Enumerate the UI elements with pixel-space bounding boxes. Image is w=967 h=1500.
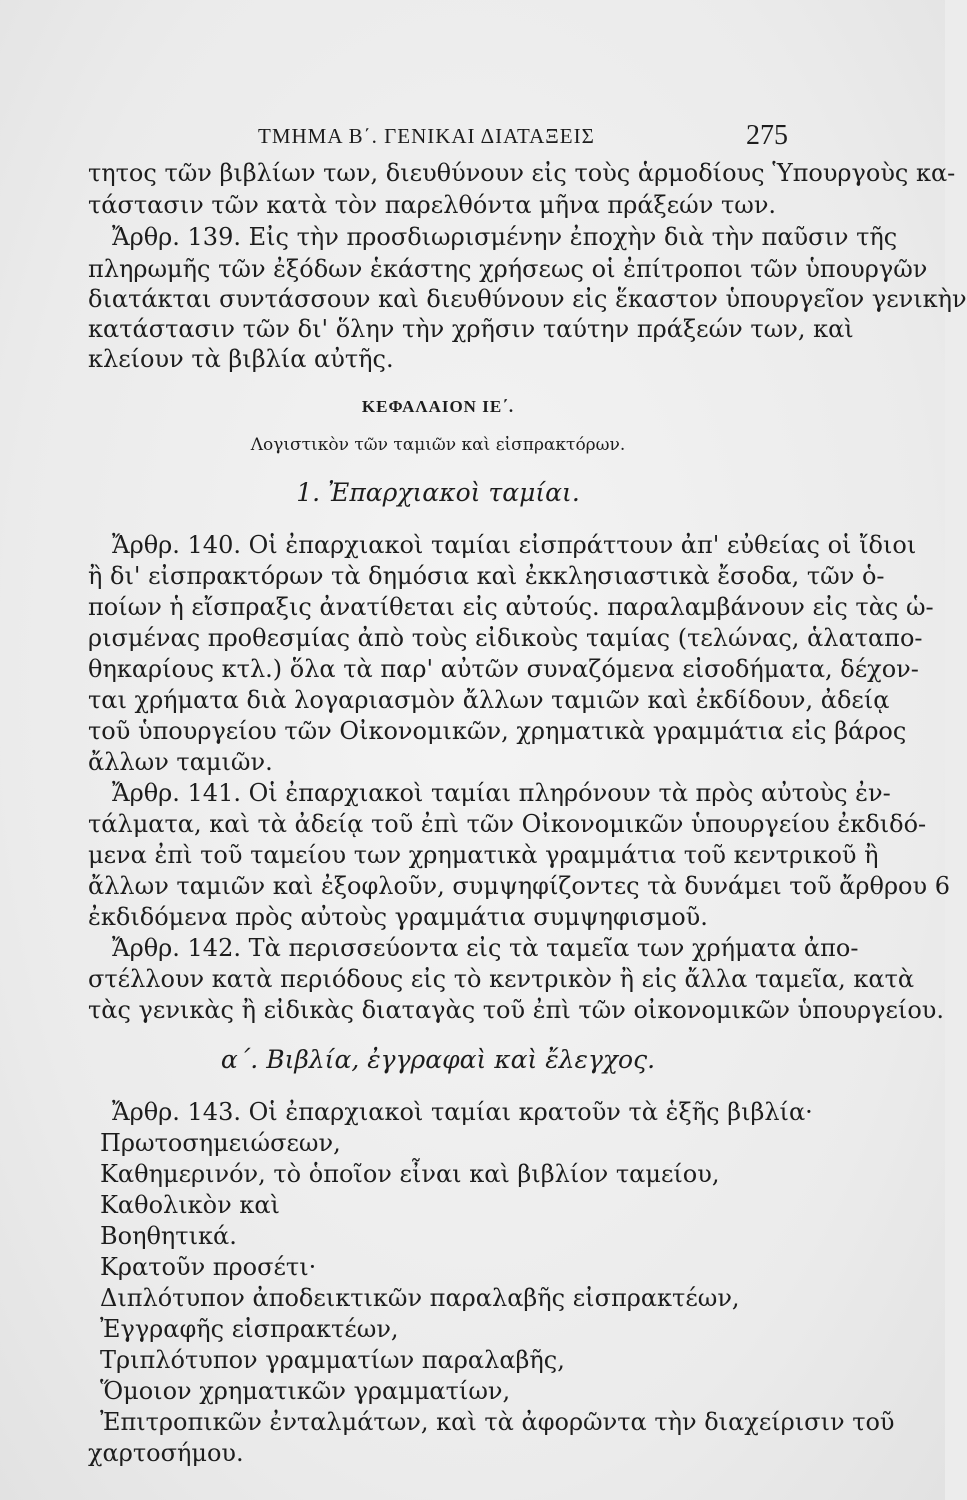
chapter-subtitle: Λογιστικὸν τῶν ταμιῶν καὶ εἰσπρακτόρων. — [250, 435, 626, 455]
text-line: τητος τῶν βιβλίων των, διευθύνουν εἰς τοὺς ἁρμοδίους Ὑπουργοὺς κα- — [88, 159, 956, 187]
article-139-line: Ἄρθρ. 139. Εἰς τὴν προσδιωρισμένην ἐποχὴν διὰ τὴν παῦσιν τῆς — [112, 223, 898, 251]
book-list-item: Ἐπιτροπικῶν ἐνταλμάτων, καὶ τὰ ἀφορῶντα τὴν διαχείρισιν τοῦ — [100, 1408, 895, 1436]
article-140-line: τοῦ ὑπουργείου τῶν Οἰκονομικῶν, χρηματικὰ γραμμάτια εἰς βάρος — [88, 717, 907, 745]
page-header — [258, 120, 788, 156]
chapter-title: ΚΕΦΑΛΑΙΟΝ ΙΕ΄. — [361, 397, 515, 416]
page-number: 275 — [746, 120, 788, 151]
book-list-item: Βοηθητικά. — [100, 1222, 237, 1250]
article-140-line: ται χρήματα διὰ λογαριασμὸν ἄλλων ταμιῶν καὶ ἐκδίδουν, ἀδείᾳ — [88, 686, 890, 714]
article-142-line: στέλλουν κατὰ περιόδους εἰς τὸ κεντρικὸν ἢ εἰς ἄλλα ταμεῖα, κατὰ — [88, 965, 915, 993]
article-141-line: Ἄρθρ. 141. Οἱ ἐπαρχιακοὶ ταμίαι πληρόνουν τὰ πρὸς αὐτοὺς ἐν- — [112, 779, 891, 807]
article-140-line: ἄλλων ταμιῶν. — [88, 748, 273, 776]
article-140-line: ποίων ἡ εἴσπραξις ἀνατίθεται εἰς αὐτούς. παραλαμβάνουν εἰς τὰς ὡ- — [88, 593, 934, 621]
book-list-item: Ἐγγραφῆς εἰσπρακτέων, — [100, 1315, 399, 1343]
text-line: τάστασιν τῶν κατὰ τὸν παρελθόντα μῆνα πράξεών των. — [88, 191, 777, 219]
article-140-line: θηκαρίους κτλ.) ὅλα τὰ παρ' αὐτῶν συναζόμενα εἰσοδήματα, δέχον- — [88, 655, 919, 683]
article-141-line: τάλματα, καὶ τὰ ἀδείᾳ τοῦ ἐπὶ τῶν Οἰκονομικῶν ὑπουργείου ἐκδιδό- — [88, 810, 927, 838]
book-list-item: Καθολικὸν καὶ — [100, 1191, 280, 1219]
article-142-line: τὰς γενικὰς ἢ εἰδικὰς διαταγὰς τοῦ ἐπὶ τῶν οἰκονομικῶν ὑπουργείου. — [88, 996, 944, 1024]
book-list-item: Ὅμοιον χρηματικῶν γραμματίων, — [100, 1377, 511, 1405]
article-139-line: πληρωμῆς τῶν ἐξόδων ἑκάστης χρήσεως οἱ ἐπίτροποι τῶν ὑπουργῶν — [88, 255, 928, 283]
article-143-intro: Ἄρθρ. 143. Οἱ ἐπαρχιακοὶ ταμίαι κρατοῦν τὰ ἑξῆς βιβλία· — [112, 1098, 813, 1126]
article-142-line: Ἄρθρ. 142. Τὰ περισσεύοντα εἰς τὰ ταμεῖα των χρήματα ἀπο- — [112, 934, 859, 962]
article-139-line: κατάστασιν τῶν δι' ὅλην τὴν χρῆσιν ταύτην πράξεών των, καὶ — [88, 315, 854, 343]
article-141-line: μενα ἐπὶ τοῦ ταμείου των χρηματικὰ γραμμάτια τοῦ κεντρικοῦ ἢ — [88, 841, 879, 869]
article-139-line: κλείουν τὰ βιβλία αὐτῆς. — [88, 345, 394, 373]
book-list-item: Διπλότυπον ἀποδεικτικῶν παραλαβῆς εἰσπρακτέων, — [100, 1284, 740, 1312]
section-title: 1. Ἐπαρχιακοὶ ταμίαι. — [296, 478, 580, 507]
book-list-item: Πρωτοσημειώσεων, — [100, 1129, 341, 1157]
book-list-item: χαρτοσήμου. — [88, 1439, 244, 1467]
article-141-line: ἐκδιδόμενα πρὸς αὐτοὺς γραμμάτια συμψηφισμοῦ. — [88, 903, 708, 931]
book-list-item: Κρατοῦν προσέτι· — [100, 1253, 317, 1281]
article-141-line: ἄλλων ταμιῶν καὶ ἐξοφλοῦν, συμψηφίζοντες τὰ δυνάμει τοῦ ἄρθρου 6 — [88, 872, 950, 900]
subsection-title: α΄. Βιβλία, ἐγγραφαὶ καὶ ἔλεγχος. — [220, 1045, 656, 1074]
book-list-item: Τριπλότυπον γραμματίων παραλαβῆς, — [100, 1346, 565, 1374]
article-140-line: Ἄρθρ. 140. Οἱ ἐπαρχιακοὶ ταμίαι εἰσπράττουν ἀπ' εὐθείας οἱ ἴδιοι — [112, 531, 917, 559]
article-140-line: ἢ δι' εἰσπρακτόρων τὰ δημόσια καὶ ἐκκλησιαστικὰ ἔσοδα, τῶν ὁ- — [88, 562, 885, 590]
book-list-item: Καθημερινόν, τὸ ὁποῖον εἶναι καὶ βιβλίον ταμείου, — [100, 1160, 720, 1188]
article-140-line: ρισμένας προθεσμίας ἀπὸ τοὺς εἰδικοὺς ταμίας (τελώνας, ἁλαταπο- — [88, 624, 923, 652]
running-head: ΤΜΗΜΑ Β΄. ΓΕΝΙΚΑΙ ΔΙΑΤΑΞΕΙΣ — [258, 124, 595, 148]
article-139-line: διατάκται συντάσσουν καὶ διευθύνουν εἰς ἕκαστον ὑπουργεῖον γενικὴν — [88, 285, 967, 313]
